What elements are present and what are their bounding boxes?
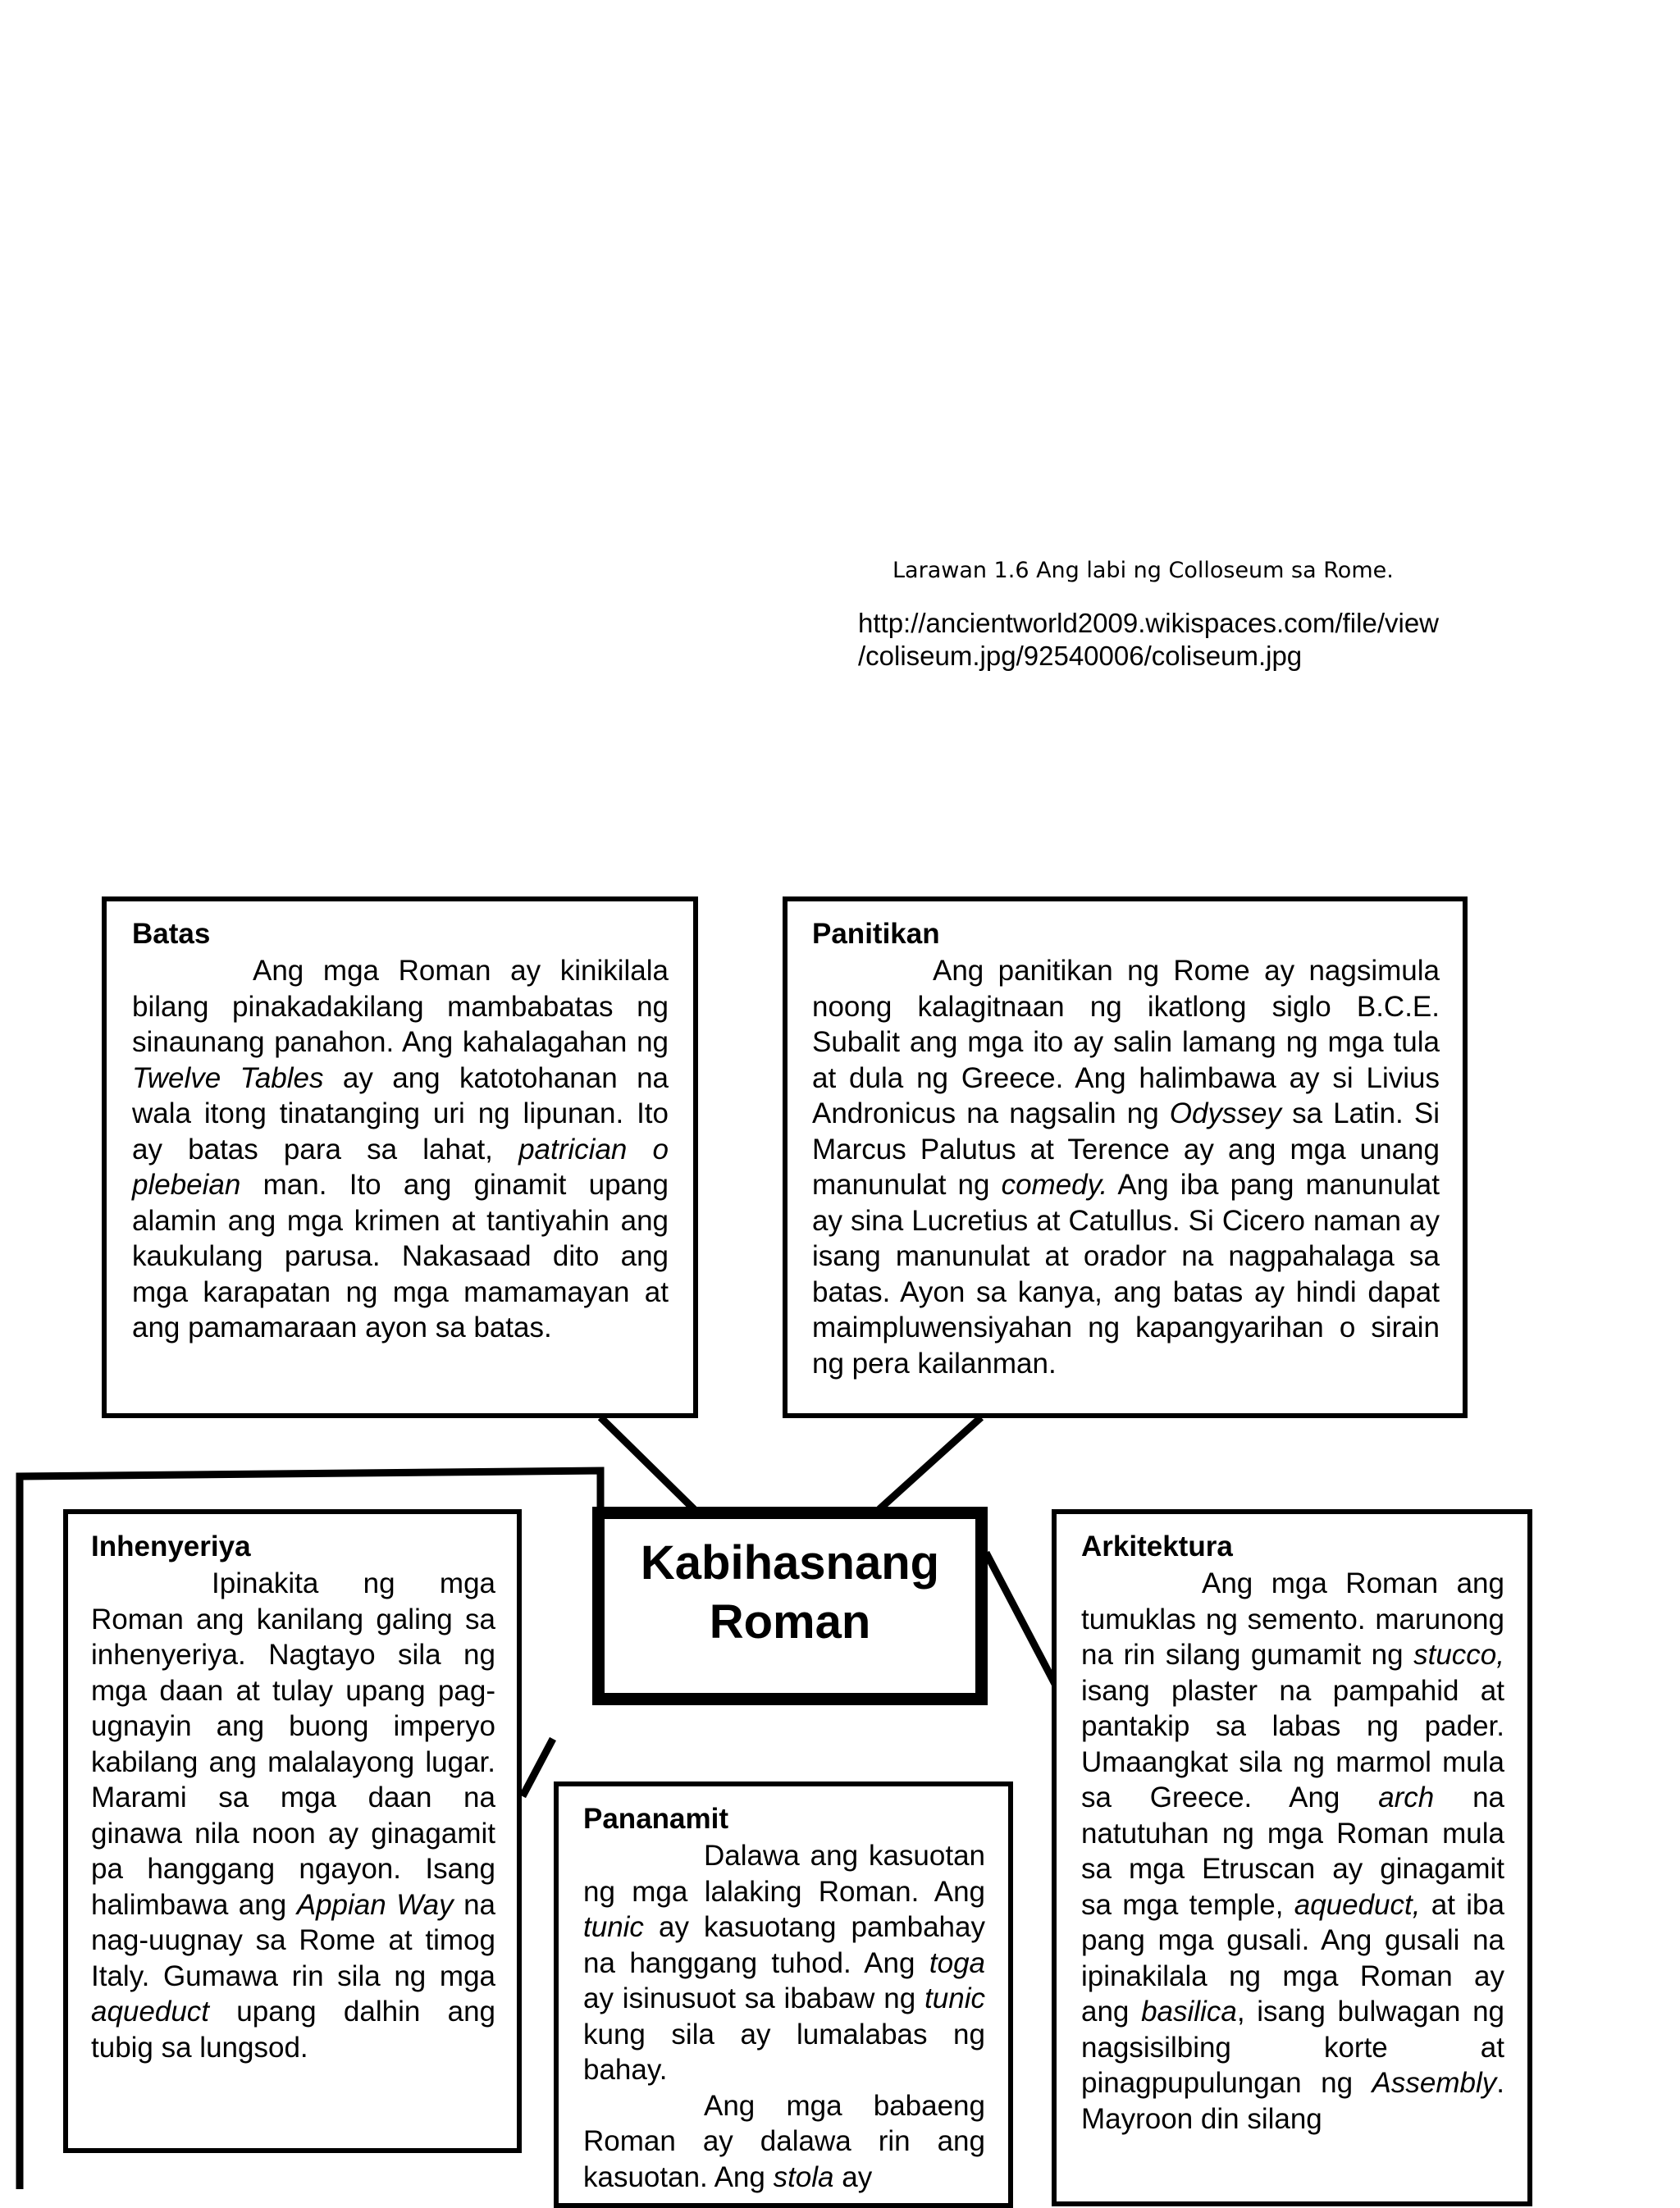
panitikan-title: Panitikan	[812, 918, 940, 950]
figure-source-line-2: /coliseum.jpg/92540006/coliseum.jpg	[858, 641, 1303, 671]
inhenyeriya-title: Inhenyeriya	[91, 1531, 251, 1562]
connector-inhenyeriya	[523, 1739, 553, 1796]
batas-paragraph: Ang mga Roman ay kinikilala bilang pinakadakilang mambabatas ng sinaunang panahon. Ang kahalagahan ng Twelve Tables ay ang katotohanan na wala itong tinatanging uri ng lipunan. Ito ay batas para sa lahat, patrician o plebeian man. Ito ang ginamit upang alamin ang mga krimen at tantiyahin ang kaukulang parusa. Nakasaad dito ang mga karapatan ng mga mamamayan at ang pamamaraan ayon sa batas.	[132, 955, 669, 1344]
arkitektura-paragraph: Ang mga Roman ang tumuklas ng semento. marunong na rin silang gumamit ng stucco, isang plaster na pampahid at pantakip sa labas ng pader. Umaangkat sila ng marmol mula sa Greece. Ang arch na natutuhan ng mga Roman mula sa mga Etruscan ay ginagamit sa mga temple, aqueduct, at iba pang mga gusali. Ang gusali na ipinakilala ng mga Roman ay ang basilica, isang bulwagan ng nagsisilbing korte at pinagpupulungan ng Assembly. Mayroon din silang	[1081, 1567, 1505, 2135]
pananamit-box	[554, 1781, 1013, 2208]
arkitektura-box	[1052, 1509, 1532, 2206]
inhenyeriya-paragraph: Ipinakita ng mga Roman ang kanilang galing sa inhenyeriya. Nagtayo sila ng mga daan at tulay upang pag-ugnayin ang buong imperyo kabilang ang malalayong lugar. Marami sa mga daan na ginawa nila noon ay ginagamit pa hanggang ngayon. Isang halimbawa ang Appian Way na nag-uugnay sa Rome at timog Italy. Gumawa rin sila ng mga aqueduct upang dalhin ang tubig sa lungsod.	[91, 1567, 496, 2064]
figure-caption: Larawan 1.6 Ang labi ng Colloseum sa Rome.	[892, 558, 1394, 583]
batas-box	[102, 896, 698, 1418]
panitikan-paragraph: Ang panitikan ng Rome ay nagsimula noong kalagitnaan ng ikatlong siglo B.C.E. Subalit ang mga ito ay salin lamang ng mga tula at dula ng Greece. Ang halimbawa ay si Livius Andronicus na nagsalin ng Odyssey sa Latin. Si Marcus Palutus at Terence ay ang mga unang manunulat ng comedy. Ang iba pang manunulat ay sina Lucretius at Catullus. Si Cicero naman ay isang manunulat at orador na nagpahalaga sa batas. Ayon sa kanya, ang batas ay hindi dapat maimpluwensiyahan ng kapangyarihan o sirain ng pera kailanman.	[812, 955, 1440, 1380]
figure-source-line-1: http://ancientworld2009.wikispaces.com/file/view	[858, 608, 1440, 638]
center-title	[641, 1534, 939, 1652]
arkitektura-title: Arkitektura	[1081, 1531, 1233, 1562]
connector-batas	[600, 1417, 694, 1509]
inhenyeriya-box	[63, 1509, 522, 2153]
batas-title: Batas	[132, 918, 211, 950]
center-title-line-1: Kabihasnang	[640, 1536, 940, 1590]
connector-arkitektura	[986, 1553, 1056, 1686]
pananamit-title: Pananamit	[583, 1803, 728, 1835]
pananamit-paragraph-2: Ang mga babaeng Roman ay dalawa rin ang kasuotan. Ang stola ay	[583, 2089, 985, 2193]
connector-panitikan	[879, 1417, 981, 1509]
pananamit-paragraph-1: Dalawa ang kasuotan ng mga lalaking Roman. Ang tunic ay kasuotang pambahay na hanggang tuhod. Ang toga ay isinusuot sa ibabaw ng tunic kung sila ay lumalabas ng bahay.	[583, 1840, 985, 2086]
center-title-line-2: Roman	[709, 1595, 871, 1649]
center-title-box	[592, 1507, 988, 1705]
panitikan-box	[783, 896, 1468, 1418]
